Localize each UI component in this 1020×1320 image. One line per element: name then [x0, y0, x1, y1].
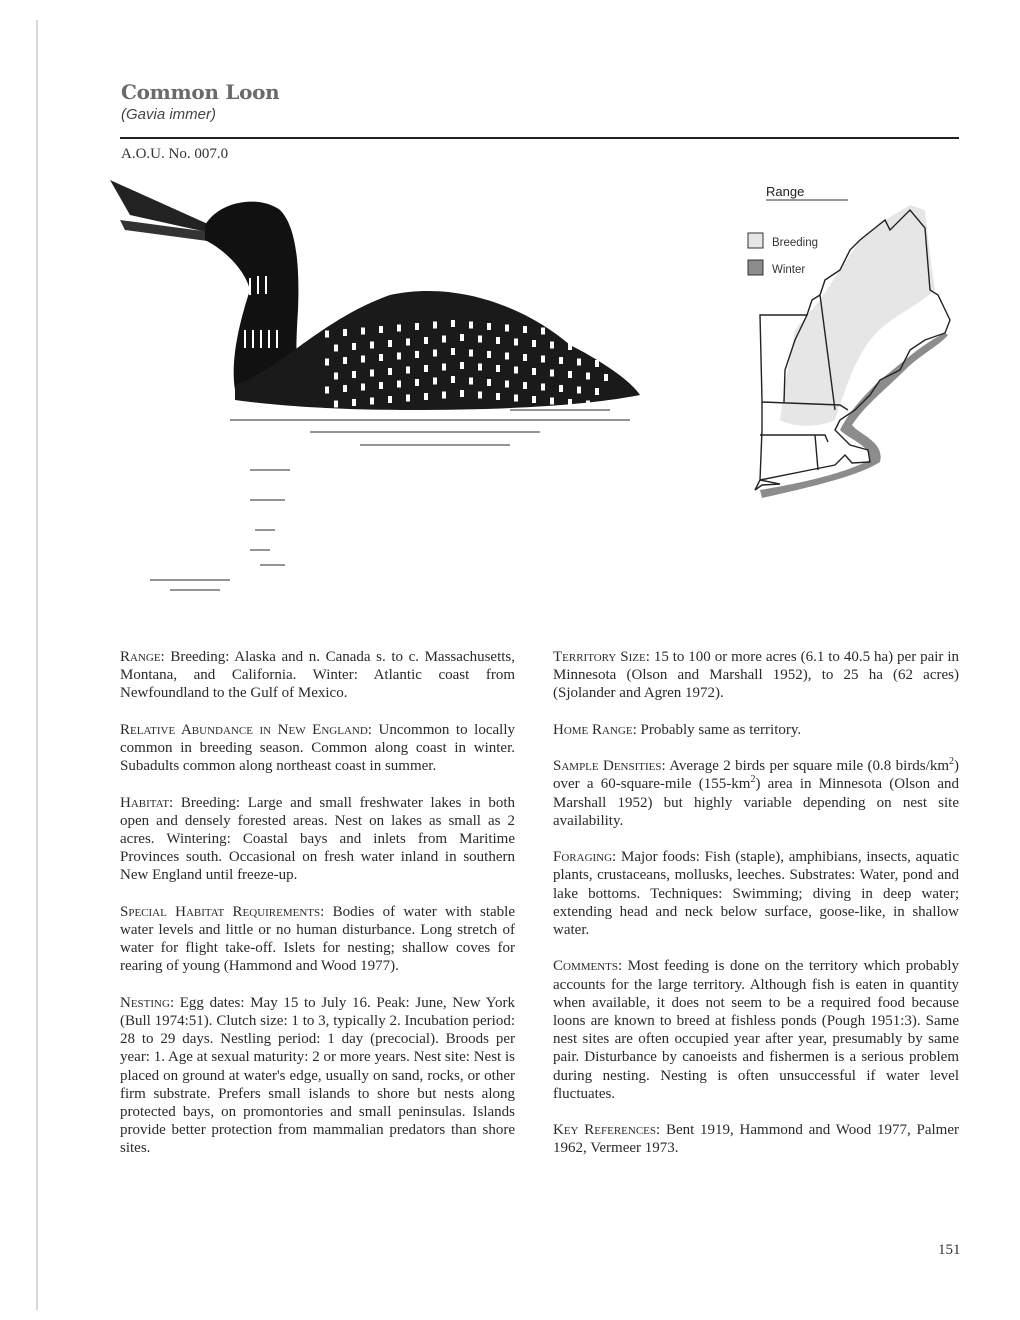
- body-spot: [361, 328, 365, 335]
- body-spot: [361, 384, 365, 391]
- legend-label-winter: Winter: [772, 264, 806, 276]
- body-spot: [559, 385, 563, 392]
- legend-swatch-winter: [748, 260, 763, 275]
- body-spot: [334, 373, 338, 380]
- body-spot: [460, 390, 464, 397]
- right-text-column: [553, 648, 959, 1176]
- body-spot: [424, 337, 428, 344]
- body-spot: [469, 350, 473, 357]
- page-binding-edge: [36, 20, 38, 1310]
- body-spot: [586, 345, 590, 352]
- body-spot: [496, 337, 500, 344]
- section-label: Comments:: [553, 958, 623, 975]
- species-title: Common Loon: [121, 80, 280, 104]
- section-label: Territory Size:: [553, 649, 650, 665]
- section-label: Habitat:: [120, 794, 174, 811]
- body-spot: [442, 392, 446, 399]
- section-text: Egg dates: May 15 to July 16. Peak: June, New York (Bull 1974:51). Clutch size: 1 to 3, typically 2. Incubation period: 28 to 29 days. Nestling period: 1 day (precocial). Broods per year: 1. Age at sexual maturity: 2 or more years. Nest site: Nest is placed on ground at water's edge, usually on sand, rocks, or other firm substrate. Prefers small islands to shore but nests along protected bays, on promontories and small peninsulas. Islands provide better protection from mammalian predators than shore sites.: [120, 994, 516, 1157]
- section-text: ) over a 60-square-mile (155-km: [553, 758, 959, 793]
- left-text-column: [120, 648, 515, 1176]
- section-label: Sample Densities:: [553, 758, 666, 775]
- body-spot: [415, 351, 419, 358]
- body-spot: [370, 342, 374, 349]
- body-spot: [451, 348, 455, 355]
- body-spot: [424, 393, 428, 400]
- body-spot: [451, 376, 455, 383]
- body-spot: [334, 345, 338, 352]
- superscript: 2: [750, 774, 756, 786]
- body-spot: [604, 402, 608, 409]
- body-spot: [379, 382, 383, 389]
- body-spot: [388, 340, 392, 347]
- habitat-section: [120, 794, 515, 885]
- body-spot: [496, 393, 500, 400]
- section-label: Relative Abundance in New England:: [120, 721, 372, 738]
- body-spot: [379, 354, 383, 361]
- body-spot: [532, 396, 536, 403]
- special-habitat-section: [120, 903, 515, 976]
- body-spot: [361, 356, 365, 363]
- body-spot: [514, 339, 518, 346]
- sample-densities-section: [553, 757, 959, 830]
- body-spot: [505, 381, 509, 388]
- body-spot: [469, 322, 473, 329]
- section-label: Key References:: [553, 1122, 661, 1139]
- body-spot: [532, 368, 536, 375]
- map-title: Range: [766, 184, 805, 199]
- body-spot: [388, 396, 392, 403]
- section-label: Home Range:: [553, 721, 637, 738]
- body-spot: [523, 382, 527, 389]
- body-spot: [514, 367, 518, 374]
- section-label: Foraging:: [553, 849, 617, 866]
- body-spot: [541, 356, 545, 363]
- home-range-section: [553, 721, 959, 739]
- body-spot: [343, 357, 347, 364]
- new-england-range-map: [740, 180, 970, 500]
- body-spot: [352, 343, 356, 350]
- body-spot: [433, 322, 437, 329]
- body-spot: [406, 339, 410, 346]
- body-spot: [496, 365, 500, 372]
- section-text: Breeding: Large and small freshwater lakes in both open and densely forested areas. Nest on lakes as small as 2 acres. Wintering: Coastal bays and inlets from Maritime Provinces south. Occasional on fresh water inland in southern New England until freeze-up.: [120, 794, 515, 884]
- body-spot: [352, 399, 356, 406]
- body-spot: [370, 398, 374, 405]
- body-spot: [334, 401, 338, 408]
- comments-section: [553, 957, 959, 1103]
- body-spot: [577, 331, 581, 338]
- body-spot: [406, 367, 410, 374]
- body-spot: [586, 401, 590, 408]
- body-spot: [442, 364, 446, 371]
- key-references-section: [553, 1121, 959, 1157]
- body-spot: [577, 359, 581, 366]
- body-spot: [460, 334, 464, 341]
- loon-bill: [110, 180, 220, 242]
- section-label: Special Habitat Requirements:: [120, 903, 325, 920]
- body-spot: [397, 381, 401, 388]
- foraging-section: [553, 848, 959, 939]
- map-legend: [748, 233, 818, 276]
- loon-illustration: [110, 170, 670, 610]
- body-spot: [397, 353, 401, 360]
- body-spot: [388, 368, 392, 375]
- page-number: 151: [938, 1242, 961, 1258]
- body-spot: [514, 395, 518, 402]
- body-spot: [595, 388, 599, 395]
- body-spot: [433, 378, 437, 385]
- body-spot: [568, 371, 572, 378]
- section-text: Uncommon to locally common in breeding season. Common along coast in winter. Subadults common along northeast coast in summer.: [120, 721, 515, 775]
- body-spot: [568, 399, 572, 406]
- superscript: 2: [948, 756, 954, 768]
- header-rule: [120, 137, 959, 139]
- body-spot: [460, 362, 464, 369]
- body-spot: [604, 374, 608, 381]
- range-section: [120, 648, 515, 703]
- section-text: Breeding: Alaska and n. Canada s. to c. Massachusetts, Montana, and California. Winter: Atlantic coast from Newfoundland to the Gulf of Mexico.: [120, 649, 515, 702]
- section-text: Average 2 birds per square mile (0.8 birds/km: [669, 758, 949, 775]
- body-spot: [343, 385, 347, 392]
- section-text: Probably same as territory.: [640, 721, 802, 738]
- body-spot: [325, 331, 329, 338]
- body-spot: [550, 370, 554, 377]
- body-spot: [325, 359, 329, 366]
- section-label: Range:: [120, 649, 165, 665]
- aou-number: A.O.U. No. 007.0: [121, 146, 229, 162]
- section-text: Most feeding is done on the territory which probably accounts for the large territory. Although fish is eaten in quantity when available, it does not seem to be a required food because loons are known to breed at fishless ponds (Pough 1951:3). Same nest sites are often occupied year after year, presumably by same pair. Disturbance by canoeists and fishermen is a serious problem during nesting. Nesting is often unsuccessful if water level fluctuates.: [553, 958, 960, 1102]
- body-spot: [343, 329, 347, 336]
- water-reflection-lines: [150, 410, 630, 590]
- body-spot: [478, 336, 482, 343]
- body-spot: [325, 387, 329, 394]
- legend-label-breeding: Breeding: [772, 237, 819, 249]
- territory-section: [553, 648, 959, 703]
- body-spot: [442, 336, 446, 343]
- body-spot: [604, 346, 608, 353]
- section-text: ) area in Minnesota (Olson and Marshall 1952) but highly variable depending on nest site availability.: [553, 776, 959, 829]
- body-spot: [415, 323, 419, 330]
- body-spot: [559, 357, 563, 364]
- body-spot: [415, 379, 419, 386]
- relative-abundance-section: [120, 721, 515, 776]
- body-spot: [568, 343, 572, 350]
- section-text: Bent 1919, Hammond and Wood 1977, Palmer 1962, Vermeer 1973.: [553, 1122, 959, 1157]
- body-spot: [577, 387, 581, 394]
- body-spot: [397, 325, 401, 332]
- body-spot: [370, 370, 374, 377]
- body-spot: [424, 365, 428, 372]
- legend-swatch-breeding: [748, 233, 763, 248]
- body-spot: [469, 378, 473, 385]
- body-spot: [487, 323, 491, 330]
- body-spot: [586, 373, 590, 380]
- body-spot: [451, 320, 455, 327]
- body-spot: [487, 351, 491, 358]
- body-spot: [406, 395, 410, 402]
- body-spot: [478, 364, 482, 371]
- section-text: 15 to 100 or more acres (6.1 to 40.5 ha) per pair in Minnesota (Olson and Marshall 1952), to 25 ha (62 acres) (Sjolander and Agren 1972).: [553, 649, 960, 702]
- section-label: Nesting:: [120, 994, 175, 1011]
- body-spot: [379, 326, 383, 333]
- body-spot: [478, 392, 482, 399]
- body-spot: [505, 325, 509, 332]
- nesting-section: [120, 994, 515, 1158]
- body-spot: [433, 350, 437, 357]
- body-spot: [541, 328, 545, 335]
- section-text: Major foods: Fish (staple), amphibians, insects, aquatic plants, crustaceans, mollusks, leeches. Substrates: Water, pond and lake bottoms. Techniques: Swimming; diving in deep water; extending head and neck below surface, goose-like, in shallow water.: [553, 849, 959, 938]
- body-spot: [541, 384, 545, 391]
- section-text: Bodies of water with stable water levels and little or no human disturbance. Long stretch of water for flight take-off. Islets for nesting; shallow coves for rearing of young (Hammond and Wood 1977).: [120, 903, 515, 975]
- body-spot: [352, 371, 356, 378]
- body-spot: [595, 332, 599, 339]
- body-spot: [505, 353, 509, 360]
- body-spot: [559, 329, 563, 336]
- body-spot: [523, 326, 527, 333]
- body-spot: [550, 342, 554, 349]
- body-spot: [532, 340, 536, 347]
- body-spot: [487, 379, 491, 386]
- body-spot: [550, 398, 554, 405]
- body-spot: [595, 360, 599, 367]
- scientific-name: (Gavia immer): [121, 106, 217, 123]
- body-spot: [523, 354, 527, 361]
